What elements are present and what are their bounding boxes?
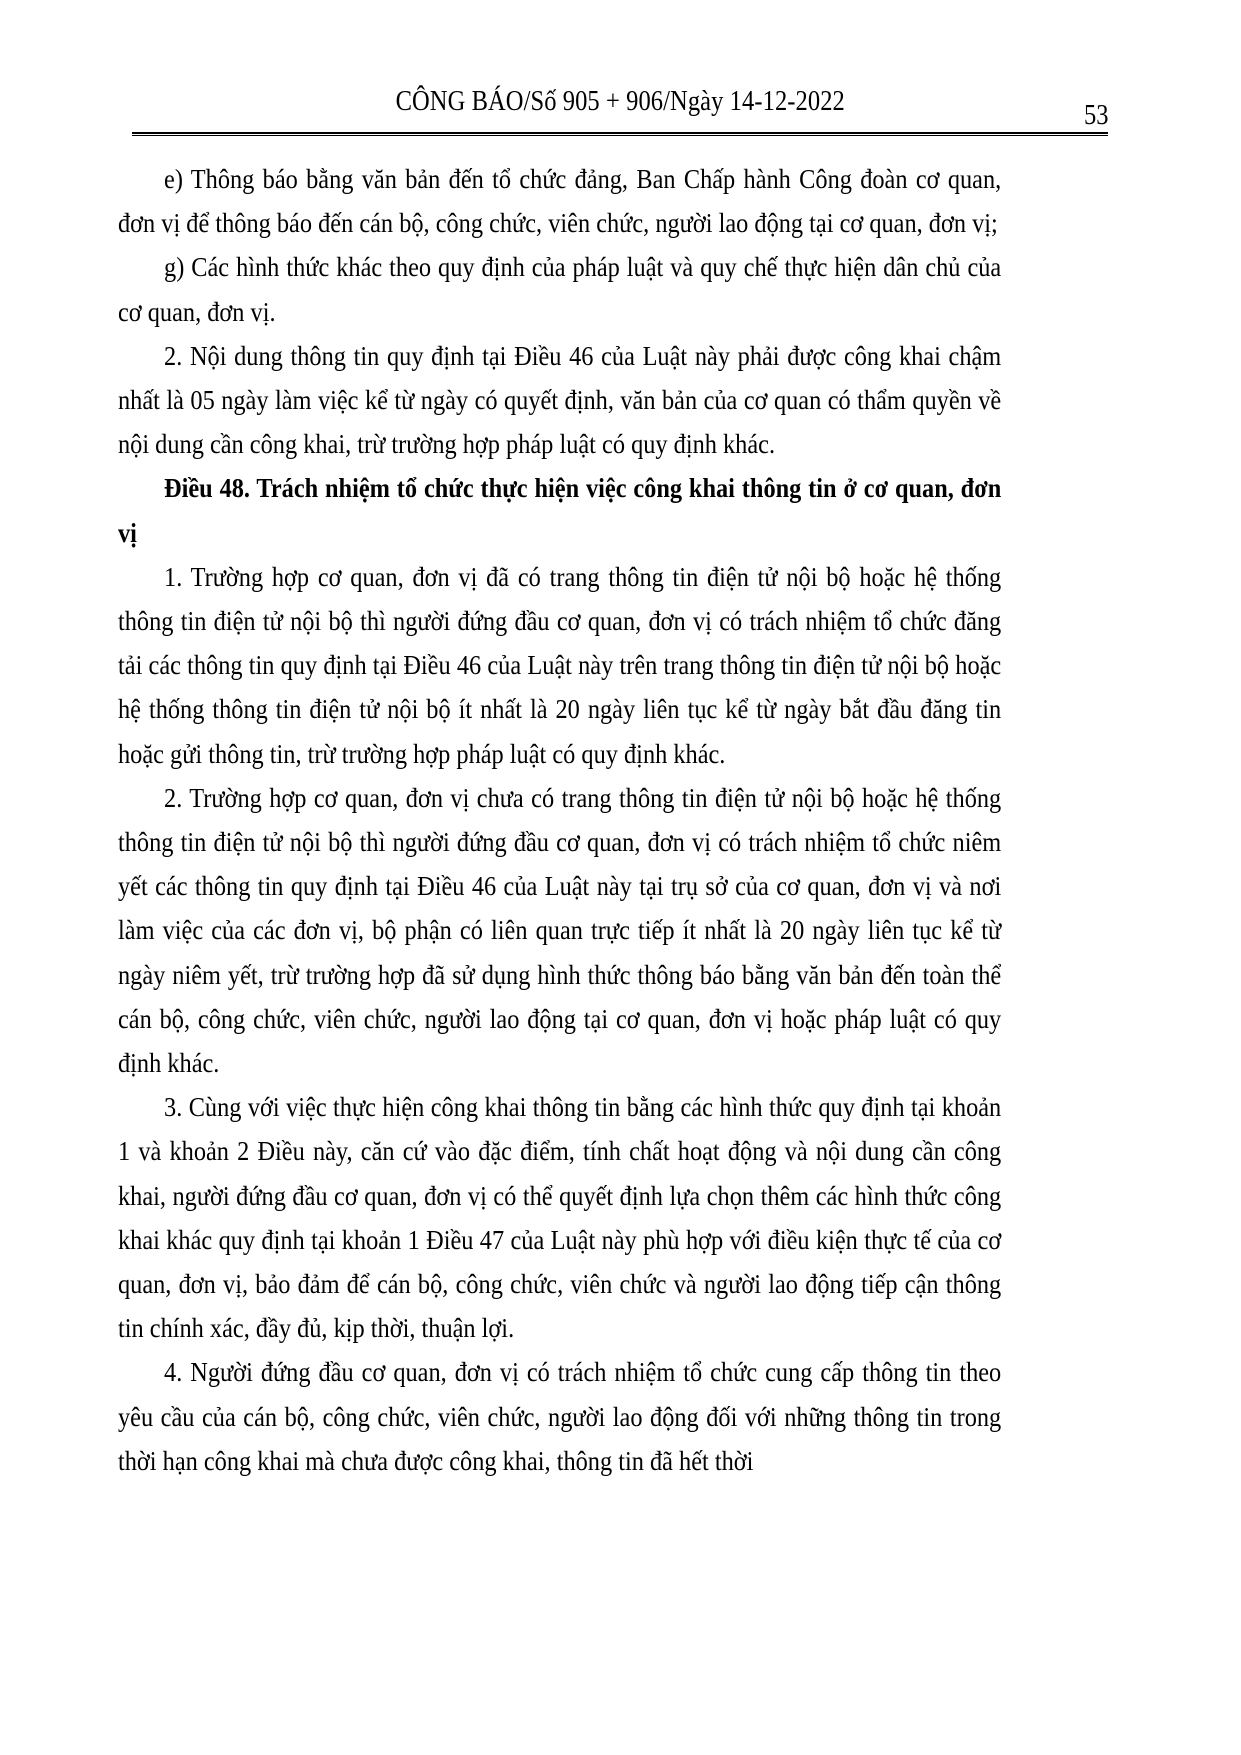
paragraph-article-48-clause-4: 4. Người đứng đầu cơ quan, đơn vị có trách nhiệm tổ chức cung cấp thông tin theo yêu cầu của cán bộ, công chức, viên chức, người lao động đối với những thông tin trong thời hạn công khai mà chưa được công khai, thông tin đã hết thời bbox=[118, 1356, 1002, 1476]
page-header-row bbox=[132, 88, 1108, 130]
page-header bbox=[132, 88, 1108, 138]
paragraph-clause-e: e) Thông báo bằng văn bản đến tổ chức đảng, Ban Chấp hành Công đoàn cơ quan, đơn vị để thông báo đến cán bộ, công chức, viên chức, người lao động tại cơ quan, đơn vị; bbox=[118, 163, 1002, 239]
paragraph-article-48-clause-3: 3. Cùng với việc thực hiện công khai thông tin bằng các hình thức quy định tại khoản 1 và khoản 2 Điều này, căn cứ vào đặc điểm, tính chất hoạt động và nội dung cần công khai, người đứng đầu cơ quan, đơn vị có thể quyết định lựa chọn thêm các hình thức công khai khác quy định tại khoản 1 Điều 47 của Luật này phù hợp với điều kiện thực tế của cơ quan, đơn vị, bảo đảm để cán bộ, công chức, viên chức và người lao động tiếp cận thông tin chính xác, đầy đủ, kịp thời, thuận lợi. bbox=[118, 1091, 1002, 1344]
document-body bbox=[118, 157, 1002, 1483]
paragraph-clause-g: g) Các hình thức khác theo quy định của pháp luật và quy chế thực hiện dân chủ của cơ quan, đơn vị. bbox=[118, 251, 1002, 327]
heading-article-48: Điều 48. Trách nhiệm tổ chức thực hiện việc công khai thông tin ở cơ quan, đơn vị bbox=[118, 472, 1002, 548]
page-number: 53 bbox=[1083, 99, 1108, 131]
paragraph-article-48-clause-1: 1. Trường hợp cơ quan, đơn vị đã có trang thông tin điện tử nội bộ hoặc hệ thống thông tin điện tử nội bộ thì người đứng đầu cơ quan, đơn vị có trách nhiệm tổ chức đăng tải các thông tin quy định tại Điều 46 của Luật này trên trang thông tin điện tử nội bộ hoặc hệ thống thông tin điện tử nội bộ ít nhất là 20 ngày liên tục kể từ ngày bắt đầu đăng tin hoặc gửi thông tin, trừ trường hợp pháp luật có quy định khác. bbox=[118, 560, 1002, 769]
paragraph-article-48-clause-2: 2. Trường hợp cơ quan, đơn vị chưa có trang thông tin điện tử nội bộ hoặc hệ thống thông tin điện tử nội bộ thì người đứng đầu cơ quan, đơn vị có trách nhiệm tổ chức niêm yết các thông tin quy định tại Điều 46 của Luật này tại trụ sở của cơ quan, đơn vị và nơi làm việc của các đơn vị, bộ phận có liên quan trực tiếp ít nhất là 20 ngày liên tục kể từ ngày niêm yết, trừ trường hợp đã sử dụng hình thức thông báo bằng văn bản đến toàn thể cán bộ, công chức, viên chức, người lao động tại cơ quan, đơn vị hoặc pháp luật có quy định khác. bbox=[118, 781, 1002, 1079]
page-header-title: CÔNG BÁO/Số 905 + 906/Ngày 14-12-2022 bbox=[395, 86, 845, 117]
header-divider-rule bbox=[132, 132, 1108, 136]
paragraph-article-47-clause-2: 2. Nội dung thông tin quy định tại Điều 46 của Luật này phải được công khai chậm nhất là 05 ngày làm việc kể từ ngày có quyết định, văn bản của cơ quan có thẩm quyền về nội dung cần công khai, trừ trường hợp pháp luật có quy định khác. bbox=[118, 339, 1002, 460]
